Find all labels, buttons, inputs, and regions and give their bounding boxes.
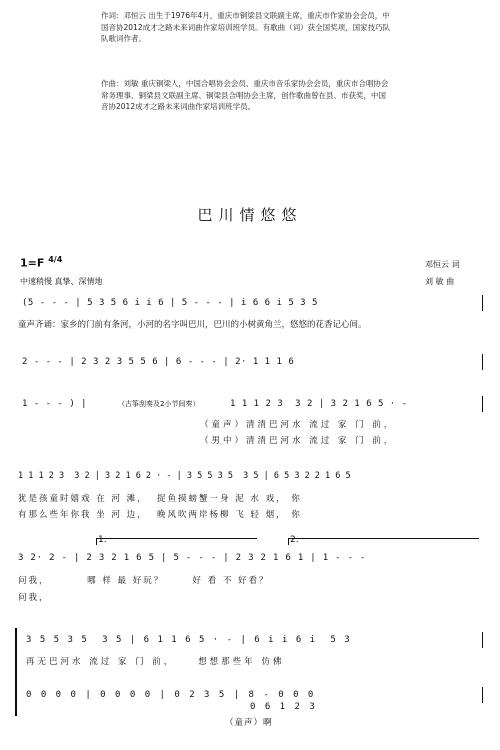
interlude-note: （古筝刮奏及2小节间奏） <box>118 400 200 408</box>
score-row-3b: 1 1 1 2 3 3 2 | 3 2 1 6 5 · - <box>230 399 408 409</box>
time-signature: 4/4 <box>48 255 63 264</box>
barline <box>482 295 483 311</box>
volta-2-bracket <box>288 538 479 545</box>
lyric-row-5b: 问我， <box>18 593 50 603</box>
brace-line <box>15 628 17 716</box>
lyric-row-3a: （童声）清清巴河水 流过 家 门 前， <box>200 420 396 430</box>
credit-music: 刘 敏 曲 <box>425 277 455 286</box>
score-row-3a: 1 - - - ) | <box>22 399 88 409</box>
composer-bio: 作曲：刘敏 重庆铜梁人，中国合唱协会会员、重庆市音乐家协会会员，重庆市合唱协会常务理事、铜梁县文联副主席、铜梁县合唱协会主席，创作歌曲曾在县、市获奖，中国音协2012成才之路未来词曲作家培训班学员。 <box>101 79 389 111</box>
lyric-row-6: 再无巴河水 流过 家 门 前， 想想那些年 仿佛 <box>26 657 285 667</box>
credit-lyrics: 邓恒云 词 <box>425 260 460 269</box>
score-row-2: 2 - - - | 2 3 2 3 5 5 6 | 6 - - - | 2· 1 1 1 6 <box>22 357 295 367</box>
key-signature <box>20 255 62 270</box>
tempo-marking: 中速稍慢 真挚、深情地 <box>20 277 103 286</box>
score-row-5: 3 2· 2 - | 2 3 2 1 6 5 | 5 - - - | 2 3 2 1 6 1 | 1 - - - <box>18 553 367 563</box>
lyric-row-7: （童声）啊 <box>225 718 273 728</box>
lyric-row-4a: 犹是孩童时嬉戏 在 河 滩， 捉鱼摸螃蟹一身 泥 水 戏， 你 <box>18 494 302 504</box>
score-row-4: 1 1 1 2 3 3 2 | 3 2 1 6 2 · - | 3 5 5 3 5 3 5 | 6 5 3 2 2 1 6 5 <box>18 471 351 481</box>
barline <box>482 687 483 703</box>
volta-2: 2. <box>290 535 299 545</box>
lyricist-bio: 作词：邓恒云 出生于1976年4月，重庆市铜梁县文联副主席，重庆市作家协会会员，中国音协2012成才之路未来词曲作家培训班学员。有歌曲（词）获全国奖项，国家技巧队队歌词作者。 <box>101 11 391 43</box>
lyric-row-5a: 问我， 哪 样 最 好玩？ 好 看 不 好看？ <box>18 576 270 586</box>
lyric-row-1: 童声齐诵：家乡的门前有条河，小河的名字叫巴川，巴川的小树黄角兰，悠悠的花香记心间。 <box>18 320 367 330</box>
song-title: 巴川情悠悠 <box>197 206 303 224</box>
score-row-6: 3 5 5 3 5 3 5 | 6 1 1 6 5 · - | 6 i i 6 i 5 3 <box>26 635 352 645</box>
score-row-7-lower: 0 6 1 2 3 <box>250 702 317 712</box>
score-row-7: 0 0 0 0 | 0 0 0 0 | 0 2 3 5 | 8 - 0 0 0 <box>26 690 316 700</box>
volta-1: 1. <box>98 535 107 545</box>
barline <box>482 396 483 412</box>
barline <box>482 354 483 370</box>
score-row-1: (5 - - - | 5 3 5 6 i i 6 | 5 - - - | i 6 6 i 5 3 5 <box>22 298 318 308</box>
key-label: 1=F <box>20 256 45 270</box>
volta-1-bracket <box>96 538 257 545</box>
barline <box>482 632 483 648</box>
lyric-row-3b: （男中）清清巴河水 流过 家 门 前， <box>200 436 396 446</box>
lyric-row-4b: 有那么些年你我 坐 河 边， 晚风吹两岸杨柳 飞 轻 烟， 你 <box>18 510 302 520</box>
